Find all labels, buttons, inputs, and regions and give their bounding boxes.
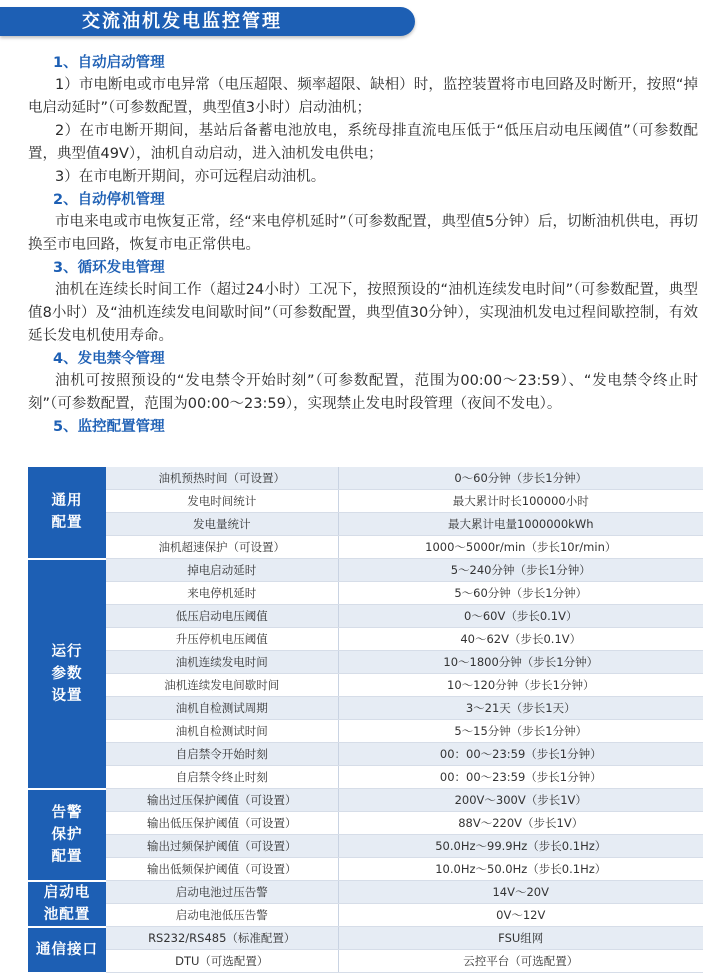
table-row — [28, 904, 703, 927]
table-row — [28, 835, 703, 858]
table-row — [28, 513, 703, 536]
parameter-value: 最大累计电量1000000kWh — [338, 513, 703, 536]
category-cell: 运行 参数 设置 — [28, 559, 106, 789]
parameter-name: 发电时间统计 — [106, 490, 338, 513]
category-cell: 通信接口 — [28, 927, 106, 973]
table-row — [28, 697, 703, 720]
page-title: 交流油机发电监控管理 — [82, 11, 282, 32]
parameter-name: 油机预热时间（可设置） — [106, 467, 338, 490]
parameter-name: 输出低频保护阈值（可设置） — [106, 858, 338, 881]
parameter-value: 0～60V（步长0.1V） — [338, 605, 703, 628]
section-paragraph: 油机可按照预设的“发电禁令开始时刻”（可参数配置，范围为00:00～23:59）、“发电禁令终止时刻”（可参数配置，范围为00:00～23:59），实现禁止发电时段管理（夜间不发电）。 — [28, 373, 698, 412]
parameter-name: 输出过频保护阈值（可设置） — [106, 835, 338, 858]
table-row — [28, 858, 703, 881]
section-heading: 2、自动停机管理 — [53, 192, 165, 208]
parameter-name: DTU（可选配置） — [106, 950, 338, 973]
parameter-name: 发电量统计 — [106, 513, 338, 536]
parameter-name: 启动电池过压告警 — [106, 881, 338, 904]
table-row — [28, 490, 703, 513]
category-cell: 通用 配置 — [28, 467, 106, 559]
parameter-value: 50.0Hz～99.9Hz（步长0.1Hz） — [338, 835, 703, 858]
parameter-value: 云控平台（可选配置） — [338, 950, 703, 973]
table-row — [28, 559, 703, 582]
section-paragraph: 油机在连续长时间工作（超过24小时）工况下，按照预设的“油机连续发电时间”（可参数配置，典型值8小时）及“油机连续发电间歇时间”（可参数配置，典型值30分钟），实现油机发电过程间歇控制，有效延长发电机使用寿命。 — [28, 282, 698, 344]
config-table — [28, 467, 703, 974]
table-row — [28, 812, 703, 835]
parameter-value: 最大累计时长100000小时 — [338, 490, 703, 513]
parameter-value: 0V～12V — [338, 904, 703, 927]
table-row — [28, 743, 703, 766]
parameter-name: 油机自检测试时间 — [106, 720, 338, 743]
table-row — [28, 628, 703, 651]
section-heading: 4、发电禁令管理 — [53, 351, 165, 367]
parameter-value: 00：00～23:59（步长1分钟） — [338, 743, 703, 766]
table-row — [28, 881, 703, 904]
parameter-value: 0～60分钟（步长1分钟） — [338, 467, 703, 490]
parameter-name: 升压停机电压阈值 — [106, 628, 338, 651]
section-heading: 3、循环发电管理 — [53, 260, 165, 276]
parameter-name: RS232/RS485（标准配置） — [106, 927, 338, 950]
parameter-name: 自启禁令终止时刻 — [106, 766, 338, 789]
parameter-value: 10～1800分钟（步长1分钟） — [338, 651, 703, 674]
table-row — [28, 766, 703, 789]
table-row — [28, 467, 703, 490]
section-paragraph: 市电来电或市电恢复正常，经“来电停机延时”（可参数配置，典型值5分钟）后，切断油机供电，再切换至市电回路，恢复市电正常供电。 — [28, 214, 698, 253]
parameter-value: 1000～5000r/min（步长10r/min） — [338, 536, 703, 559]
parameter-value: FSU组网 — [338, 927, 703, 950]
section-paragraph: 3）在市电断开期间，亦可远程启动油机。 — [55, 169, 326, 185]
section-heading: 1、自动启动管理 — [53, 55, 165, 71]
parameter-name: 启动电池低压告警 — [106, 904, 338, 927]
content-sections — [0, 52, 710, 438]
table-row — [28, 651, 703, 674]
parameter-name: 输出低压保护阈值（可设置） — [106, 812, 338, 835]
parameter-name: 油机自检测试周期 — [106, 697, 338, 720]
table-row — [28, 789, 703, 812]
parameter-name: 来电停机延时 — [106, 582, 338, 605]
parameter-value: 5～60分钟（步长1分钟） — [338, 582, 703, 605]
parameter-value: 10～120分钟（步长1分钟） — [338, 674, 703, 697]
table-row — [28, 950, 703, 973]
section-paragraph: 2）在市电断开期间，基站后备蓄电池放电，系统母排直流电压低于“低压启动电压阈值”（可参数配置，典型值49V），油机自动启动，进入油机发电供电； — [28, 123, 698, 162]
table-row — [28, 605, 703, 628]
parameter-name: 低压启动电压阈值 — [106, 605, 338, 628]
parameter-value: 10.0Hz～50.0Hz（步长0.1Hz） — [338, 858, 703, 881]
parameter-value: 88V～220V（步长1V） — [338, 812, 703, 835]
title-banner — [0, 7, 415, 36]
table-row — [28, 582, 703, 605]
parameter-value: 14V～20V — [338, 881, 703, 904]
parameter-value: 200V～300V（步长1V） — [338, 789, 703, 812]
category-cell: 告警 保护 配置 — [28, 789, 106, 881]
parameter-name: 自启禁令开始时刻 — [106, 743, 338, 766]
parameter-name: 掉电启动延时 — [106, 559, 338, 582]
table-row — [28, 536, 703, 559]
parameter-value: 40～62V（步长0.1V） — [338, 628, 703, 651]
section-heading: 5、监控配置管理 — [53, 419, 165, 435]
table-row — [28, 927, 703, 950]
parameter-value: 00：00～23:59（步长1分钟） — [338, 766, 703, 789]
category-cell: 启动电 池配置 — [28, 881, 106, 927]
parameter-value: 3～21天（步长1天） — [338, 697, 703, 720]
parameter-name: 输出过压保护阈值（可设置） — [106, 789, 338, 812]
table-row — [28, 674, 703, 697]
table-row — [28, 720, 703, 743]
parameter-name: 油机超速保护（可设置） — [106, 536, 338, 559]
parameter-value: 5～15分钟（步长1分钟） — [338, 720, 703, 743]
parameter-name: 油机连续发电间歇时间 — [106, 674, 338, 697]
parameter-value: 5～240分钟（步长1分钟） — [338, 559, 703, 582]
parameter-name: 油机连续发电时间 — [106, 651, 338, 674]
section-paragraph: 1）市电断电或市电异常（电压超限、频率超限、缺相）时，监控装置将市电回路及时断开，按照“掉电启动延时”（可参数配置，典型值3小时）启动油机； — [28, 77, 698, 116]
